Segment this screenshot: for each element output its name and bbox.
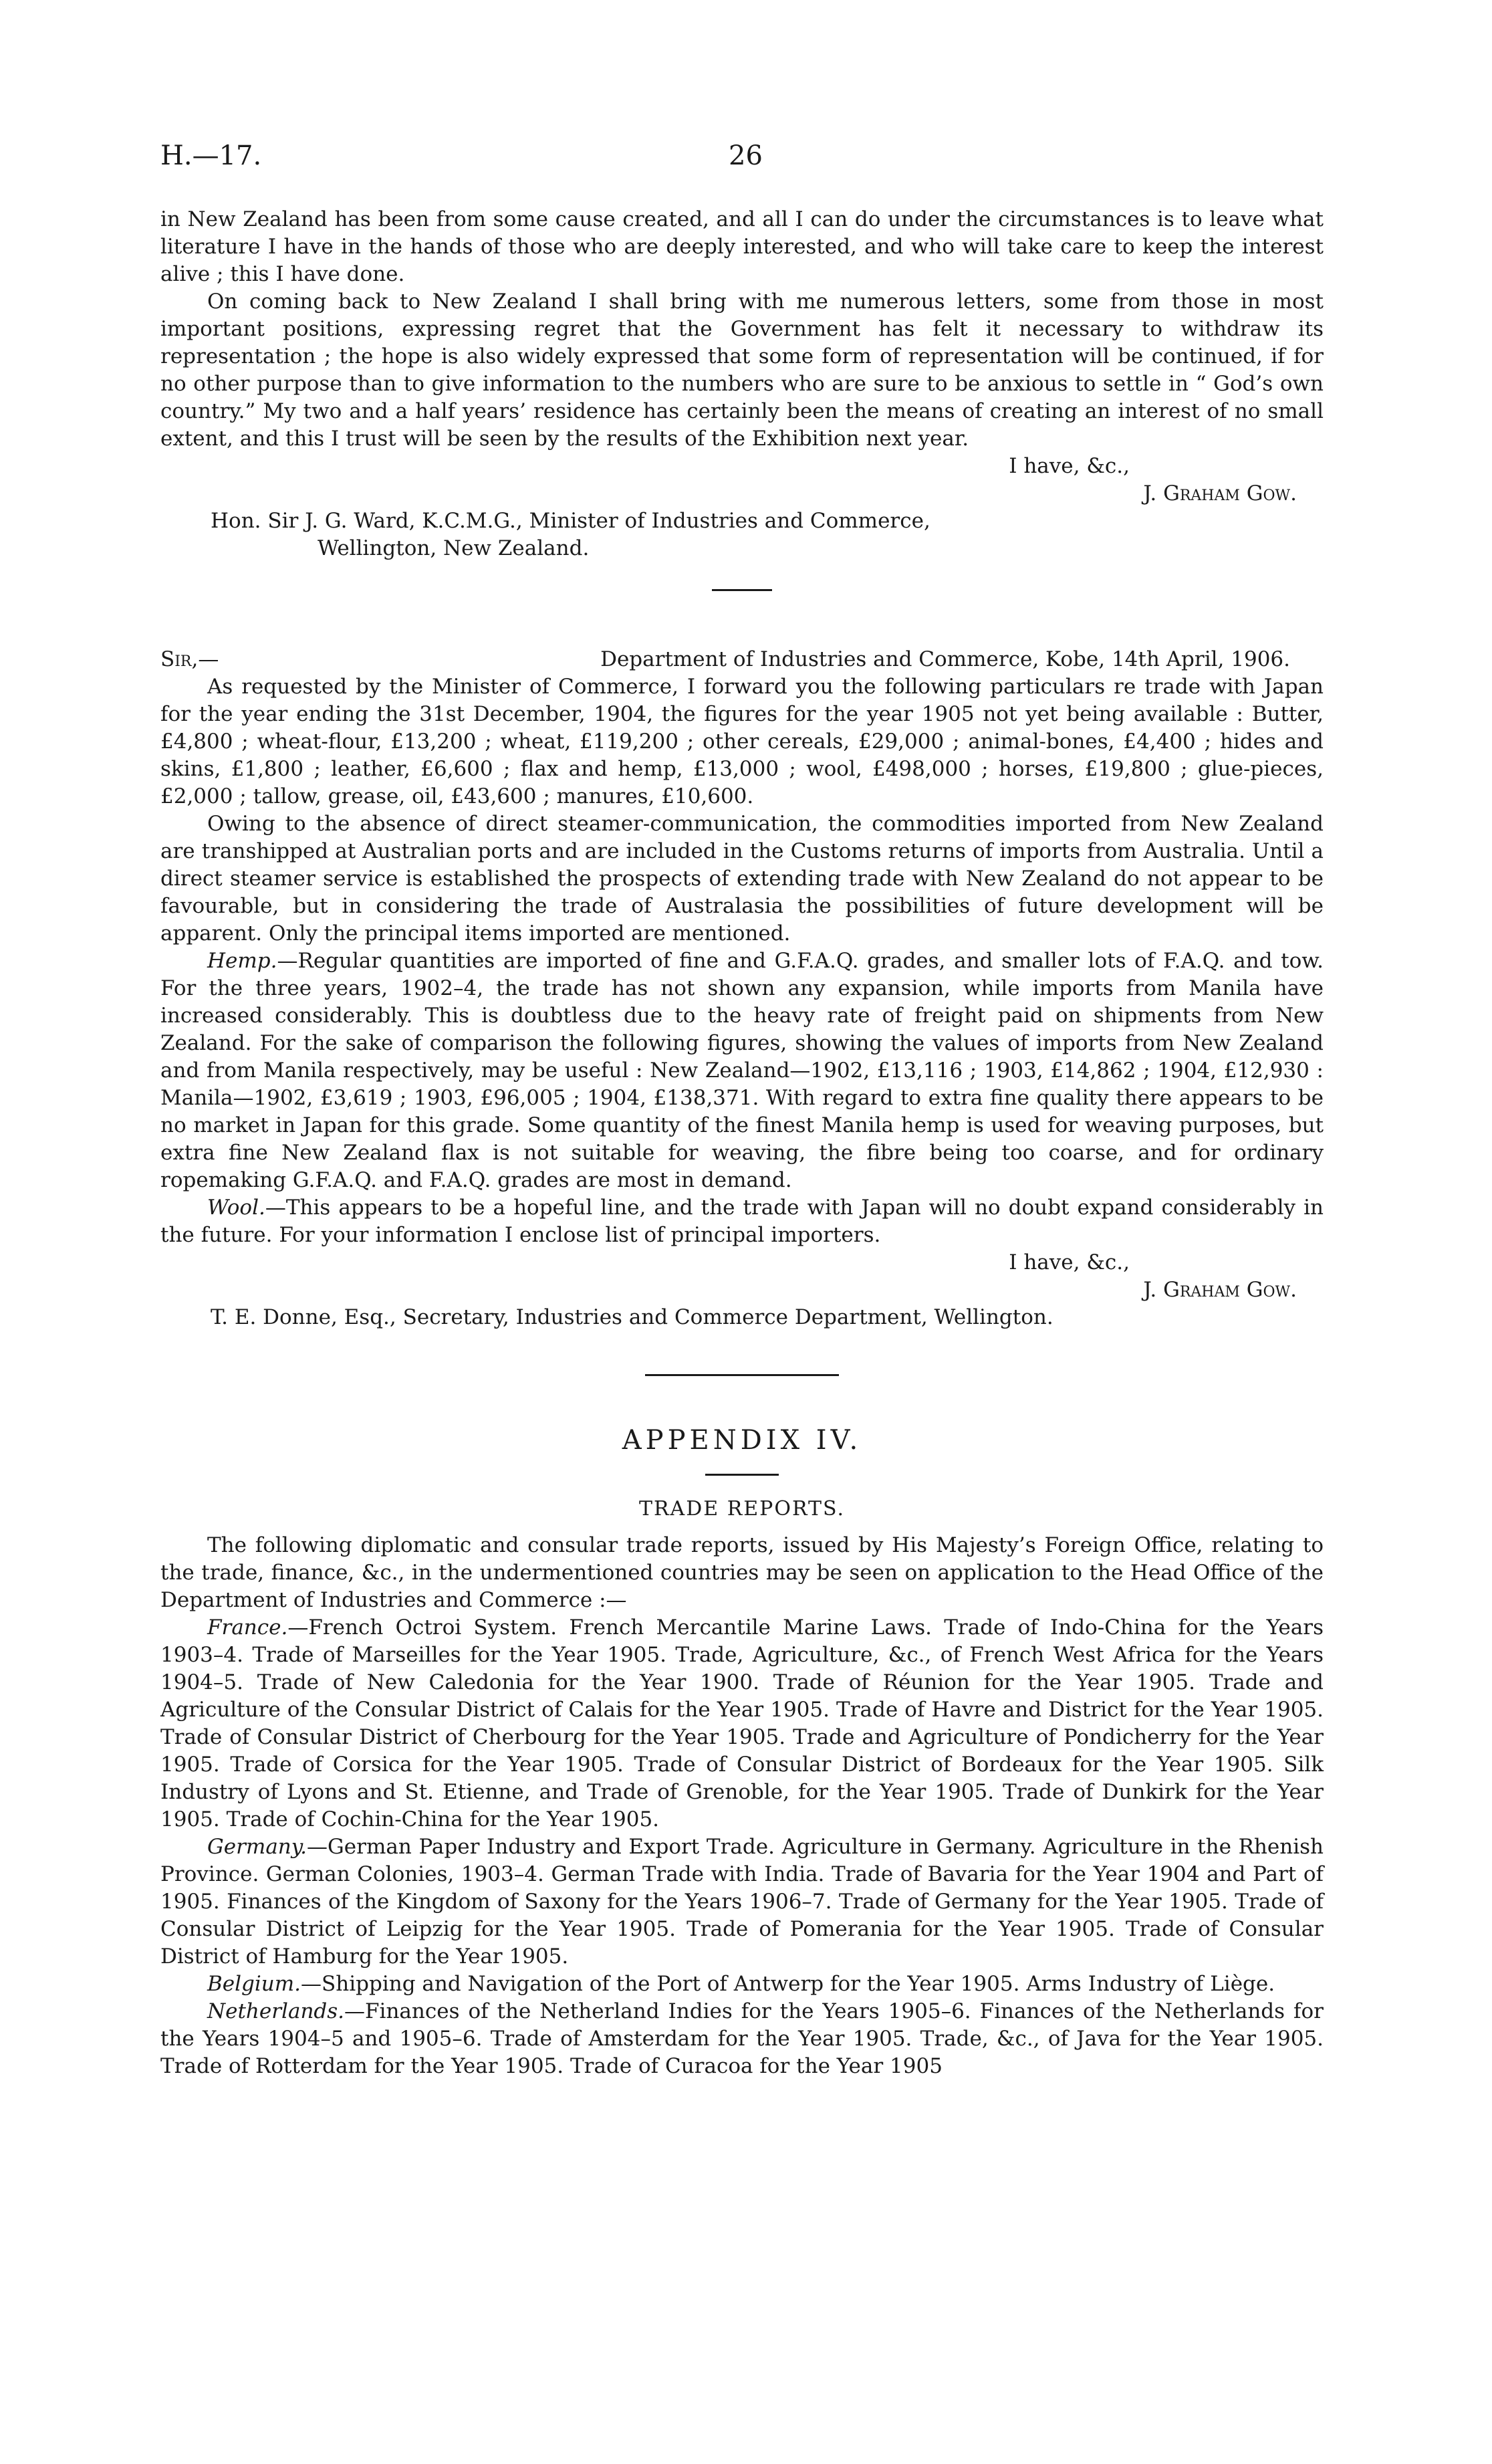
hemp-text: —Regular quantities are imported of fine and G.F.A.Q. grades, and smaller lots of F.A.Q. and tow. For the three years, 1902–4, the trade has not shown any expansion, while imports from Manila have increased considerably. This is doubtless due to the heavy rate of freight paid on shipments from New Zealand. For the sake of comparison the following figures, showing the values of imports from New Zealand and from Manila respectively, may be useful : New Zealand—1902, £13,116 ; 1903, £14,862 ; 1904, £12,930 : Manila—1902, £3,619 ; 1903, £96,005 ; 1904, £138,371. With regard to extra fine quality there appears to be no market in Japan for this grade. Some quantity of the finest Manila hemp is used for weaving purposes, but extra fine New Zealand flax is not suitable for weaving, the fibre being too coarse, and for ordinary ropemaking G.F.A.Q. and F.A.Q. grades are most in demand. — [160, 949, 1324, 1192]
country-text: —Finances of the Netherland Indies for the Years 1905–6. Finances of the Netherlands for the Years 1904–5 and 1905–6. Trade of Amsterdam for the Year 1905. Trade, &c., of Java for the Year 1905. Trade of Rotterdam for the Year 1905. Trade of Curacoa for the Year 1905 — [160, 1999, 1324, 2078]
page-header — [160, 140, 1324, 181]
section-divider — [712, 589, 772, 591]
letter2-dateline: Department of Industries and Commerce, Kobe, 14th April, 1906. — [600, 647, 1290, 671]
country-label: France. — [207, 1615, 288, 1640]
letter1-signature-initial: J. — [1143, 481, 1157, 506]
letter1-addressee-line1: Hon. Sir J. G. Ward, K.C.M.G., Minister of Industries and Commerce, — [211, 509, 930, 533]
letter2-signature — [160, 1276, 1324, 1304]
wool-label: Wool. — [207, 1196, 265, 1220]
country-label: Belgium. — [207, 1972, 301, 1996]
letter1-addressee-line2: Wellington, New Zealand. — [318, 536, 590, 560]
letter1-closing: I have, &c., — [1009, 454, 1130, 478]
letter2-salutation: Sir,— — [160, 647, 219, 671]
appendix-subtitle: TRADE REPORTS. — [638, 1497, 846, 1521]
country-section-germany — [160, 1833, 1324, 1971]
letter1-signature-name: Graham Gow. — [1163, 481, 1297, 506]
section-divider — [705, 1474, 779, 1476]
document-reference: H.—17. — [160, 140, 262, 171]
letter2-paragraph-2: Owing to the absence of direct steamer-communication, the commodities imported from New Zealand are transhipped at Australian ports and are included in the Customs returns of imports from Australia. Until a direct steamer service is established the prospects of extending trade with New Zealand do not appear to be favourable, but in considering the trade of Australasia the possibilities of future development will be apparent. Only the principal items imported are mentioned. — [160, 812, 1324, 945]
letter1-paragraph-1: in New Zealand has been from some cause created, and all I can do under the circumstances is to leave what literature I have in the hands of those who are deeply interested, and who will take care to keep the interest alive ; this I have done. — [160, 207, 1324, 286]
letter2-addressee: T. E. Donne, Esq., Secretary, Industries and Commerce Department, Wellington. — [211, 1305, 1053, 1329]
country-text: —French Octroi System. French Mercantile Marine Laws. Trade of Indo-China for the Years 1903–4. Trade of Marseilles for the Year 1905. Trade, Agriculture, &c., of French West Africa for the Years 1904–5. Trade of New Caledonia for the Year 1900. Trade of Réunion for the Year 1905. Trade and Agriculture of the Consular District of Calais for the Year 1905. Trade of Havre and District for the Year 1905. Trade of Consular District of Cherbourg for the Year 1905. Trade and Agriculture of Pondicherry for the Year 1905. Trade of Corsica for the Year 1905. Trade of Consular District of Bordeaux for the Year 1905. Silk Industry of Lyons and St. Etienne, and Trade of Grenoble, for the Year 1905. Trade of Dunkirk for the Year 1905. Trade of Cochin-China for the Year 1905. — [160, 1615, 1324, 1831]
hemp-label: Hemp. — [207, 949, 277, 973]
country-label: Netherlands. — [207, 1999, 345, 2023]
country-text: —Shipping and Navigation of the Port of Antwerp for the Year 1905. Arms Industry of Liège. — [301, 1972, 1275, 1996]
section-divider — [645, 1374, 839, 1376]
country-section-belgium — [160, 1971, 1324, 1998]
letter2-closing: I have, &c., — [1009, 1250, 1130, 1274]
letter2-wool-paragraph — [160, 1194, 1324, 1249]
letter1-paragraph-2: On coming back to New Zealand I shall bring with me numerous letters, some from those in most important positions, expressing regret that the Government has felt it necessary to withdraw its representation ; the hope is also widely expressed that some form of representation will be continued, if for no other purpose than to give information to the numbers who are sure to be anxious to settle in “ God’s own country.” My two and a half years’ residence has certainly been the means of creating an interest of no small extent, and this I trust will be seen by the results of the Exhibition next year. — [160, 290, 1324, 451]
country-section-netherlands — [160, 1998, 1324, 2080]
appendix-intro: The following diplomatic and consular trade reports, issued by His Majesty’s Foreign Office, relating to the trade, finance, &c., in the undermentioned countries may be seen on application to the Head Office of the Department of Industries and Commerce :— — [160, 1533, 1324, 1612]
page-number: 26 — [729, 140, 763, 171]
letter2-hemp-paragraph — [160, 947, 1324, 1194]
country-text: —German Paper Industry and Export Trade. Agriculture in Germany. Agriculture in the Rhenish Province. German Colonies, 1903–4. German Trade with India. Trade of Bavaria for the Year 1904 and Part of 1905. Finances of the Kingdom of Saxony for the Years 1906–7. Trade of Germany for the Year 1905. Trade of Consular District of Leipzig for the Year 1905. Trade of Pomerania for the Year 1905. Trade of Consular District of Hamburg for the Year 1905. — [160, 1835, 1324, 1969]
country-label: Germany. — [207, 1835, 307, 1859]
letter1-signature — [160, 480, 1324, 508]
appendix-title: APPENDIX IV. — [622, 1425, 862, 1456]
country-section-france — [160, 1614, 1324, 1833]
page-body — [160, 206, 1324, 2080]
letter2-signature-initial: J. — [1143, 1278, 1157, 1302]
letter2-paragraph-1: As requested by the Minister of Commerce, I forward you the following particulars re trade with Japan for the year ending the 31st December, 1904, the figures for the year 1905 not yet being available : Butter, £4,800 ; wheat-flour, £13,200 ; wheat, £119,200 ; other cereals, £29,000 ; animal-bones, £4,400 ; hides and skins, £1,800 ; leather, £6,600 ; flax and hemp, £13,000 ; wool, £498,000 ; horses, £19,800 ; glue-pieces, £2,000 ; tallow, grease, oil, £43,600 ; manures, £10,600. — [160, 675, 1324, 808]
letter2-signature-name: Graham Gow. — [1163, 1278, 1297, 1302]
wool-text: —This appears to be a hopeful line, and the trade with Japan will no doubt expand considerably in the future. For your information I enclose list of principal importers. — [160, 1196, 1324, 1247]
letter2-heading — [160, 646, 1324, 673]
